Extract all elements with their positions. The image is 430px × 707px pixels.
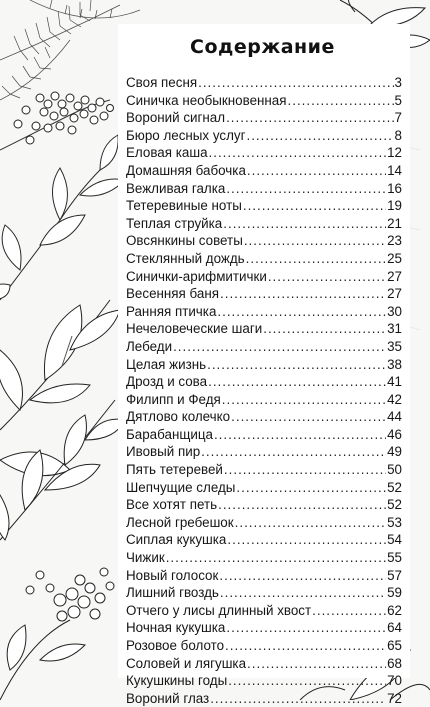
contents-entry[interactable] [126,391,402,409]
entry-title: Овсянкины советы [126,233,243,249]
entry-title: Вежливая галка [126,180,226,196]
contents-entry[interactable] [126,268,402,286]
entry-title: Вороний глаз [126,690,210,706]
entry-page: 64 [387,620,402,636]
dot-leader [214,426,386,444]
dot-leader [227,531,386,549]
dot-leader [198,74,393,92]
entry-title: Ночная кукушка [126,620,226,636]
dot-leader [220,584,386,602]
dot-leader [312,602,386,620]
entry-page: 65 [387,638,402,653]
contents-entry[interactable] [126,655,402,673]
entry-page: 44 [387,409,402,425]
dot-leader [225,637,386,655]
dot-leader [218,496,386,514]
entry-page: 14 [387,162,402,178]
contents-entry[interactable] [126,443,402,461]
entry-page: 16 [387,180,402,196]
contents-entry[interactable] [126,637,402,655]
entry-title: Кукушкины годы [126,673,228,689]
entry-page: 27 [387,268,402,284]
entry-page: 3 [394,75,402,90]
entry-title: Лишний гвоздь [126,585,219,601]
entry-page: 23 [387,233,402,249]
entry-page: 42 [387,391,402,407]
entry-page: 21 [387,215,402,231]
contents-entry[interactable] [126,549,402,567]
dot-leader [226,109,393,127]
contents-entry[interactable] [126,127,402,145]
entry-page: 50 [387,462,402,478]
contents-entry[interactable] [126,496,402,514]
contents-entry[interactable] [126,197,402,215]
contents-heading: Содержание [190,36,335,58]
dot-leader [263,320,386,338]
dot-leader [217,303,386,321]
entry-page: 70 [387,673,402,689]
contents-entry[interactable] [126,303,402,321]
entry-page: 72 [387,690,402,706]
entry-title: Дрозд и сова [126,374,208,390]
dot-leader [246,250,386,268]
entry-title: Лебеди [126,338,173,354]
dot-leader [244,232,386,250]
entry-page: 31 [387,321,402,337]
entry-title: Розовое болото [126,638,225,653]
flower-cluster-icon [0,568,114,700]
entry-title: Вороний сигнал [126,110,226,126]
entry-page: 41 [387,374,402,390]
entry-title: Домашняя бабочка [126,162,246,178]
entry-page: 27 [387,286,402,302]
dot-leader [288,92,394,110]
contents-entry[interactable] [126,109,402,127]
dot-leader [236,479,386,497]
large-leaf-icon [0,300,120,476]
entry-title: Соловей и лягушка [126,655,247,671]
entry-title: Дятлово колечко [126,409,231,425]
contents-entry[interactable] [126,338,402,356]
dot-leader [208,373,386,391]
entry-title: Чижик [126,550,165,566]
entry-title: Шепчущие следы [126,479,236,495]
contents-entry[interactable] [126,74,402,92]
entry-page: 59 [387,585,402,601]
entry-page: 30 [387,303,402,319]
dot-leader [219,567,386,585]
dot-leader [228,672,386,690]
entry-page: 62 [387,602,402,618]
entry-title: Барабанщица [126,426,213,442]
entry-title: Своя песня [126,75,198,90]
entry-title: Сиплая кукушка [126,532,227,548]
contents-entry[interactable] [126,408,402,426]
entry-title: Лесной гребешок [126,514,234,530]
entry-title: Бюро лесных услуг [126,127,246,143]
contents-entry[interactable] [126,215,402,233]
entry-title: Тетеревиные ноты [126,198,242,214]
contents-entry[interactable] [126,619,402,637]
contents-entry[interactable] [126,250,402,268]
entry-page: 52 [387,479,402,495]
entry-title: Ивовый пир [126,444,201,460]
entry-page: 19 [387,198,402,214]
entry-page: 46 [387,426,402,442]
dot-leader [166,549,386,567]
dot-leader [243,197,386,215]
contents-entry[interactable] [126,232,402,250]
entry-title: Отчего у лисы длинный хвост [126,602,312,618]
entry-title: Все хотят петь [126,497,218,513]
entry-title: Пять тетеревей [126,462,223,478]
contents-entry[interactable] [126,92,402,110]
entry-title: Весенняя баня [126,286,219,302]
contents-entry[interactable] [126,320,402,338]
dot-leader [226,180,386,198]
entry-page: 12 [387,145,402,161]
contents-entry[interactable] [126,584,402,602]
dot-leader [247,655,386,673]
dot-leader [210,690,386,707]
entry-title: Теплая струйка [126,215,223,231]
dot-leader [224,461,386,479]
entry-page: 54 [387,532,402,548]
berry-cluster-icon [0,92,114,150]
dot-leader [235,514,386,532]
entry-title: Синичка необыкновенная [126,92,287,108]
contents-entry[interactable] [126,461,402,479]
contents-entry[interactable] [126,180,402,198]
entry-title: Нечеловеческие шаги [126,321,263,337]
contents-entry[interactable] [126,162,402,180]
contents-list [126,74,402,707]
entry-page: 52 [387,497,402,513]
entry-page: 38 [387,356,402,372]
dot-leader [247,162,386,180]
contents-entry[interactable] [126,672,402,690]
entry-title: Еловая каша [126,145,208,161]
dot-leader [173,338,386,356]
entry-page: 68 [387,655,402,671]
entry-page: 8 [394,127,402,143]
dot-leader [207,356,386,374]
entry-page: 57 [387,567,402,583]
dot-leader [246,127,393,145]
entry-title: Ранняя птичка [126,303,217,319]
dot-leader [222,391,386,409]
entry-page: 55 [387,550,402,566]
contents-entry[interactable] [126,356,402,374]
dot-leader [209,144,387,162]
entry-page: 5 [394,92,402,108]
dot-leader [268,268,386,286]
entry-page: 35 [387,338,402,354]
contents-entry[interactable] [126,373,402,391]
entry-title: Синички-арифмитички [126,268,267,284]
contents-entry[interactable] [126,602,402,620]
contents-entry[interactable] [126,285,402,303]
entry-title: Новый голосок [126,567,219,583]
entry-page: 25 [387,250,402,266]
entry-title: Филипп и Федя [126,391,221,407]
dot-leader [226,619,386,637]
entry-title: Стеклянный дождь [126,250,245,266]
dot-leader [223,215,386,233]
entry-page: 7 [394,110,402,126]
contents-entry[interactable] [126,514,402,532]
contents-entry[interactable] [126,426,402,444]
dot-leader [201,443,386,461]
contents-entry[interactable] [126,690,402,707]
contents-entry[interactable] [126,144,402,162]
dot-leader [231,408,386,426]
entry-title: Целая жизнь [126,356,207,372]
contents-entry[interactable] [126,479,402,497]
dot-leader [220,285,386,303]
contents-entry[interactable] [126,567,402,585]
contents-entry[interactable] [126,531,402,549]
leaf-branch-icon [0,135,125,300]
entry-page: 49 [387,444,402,460]
entry-page: 53 [387,514,402,530]
